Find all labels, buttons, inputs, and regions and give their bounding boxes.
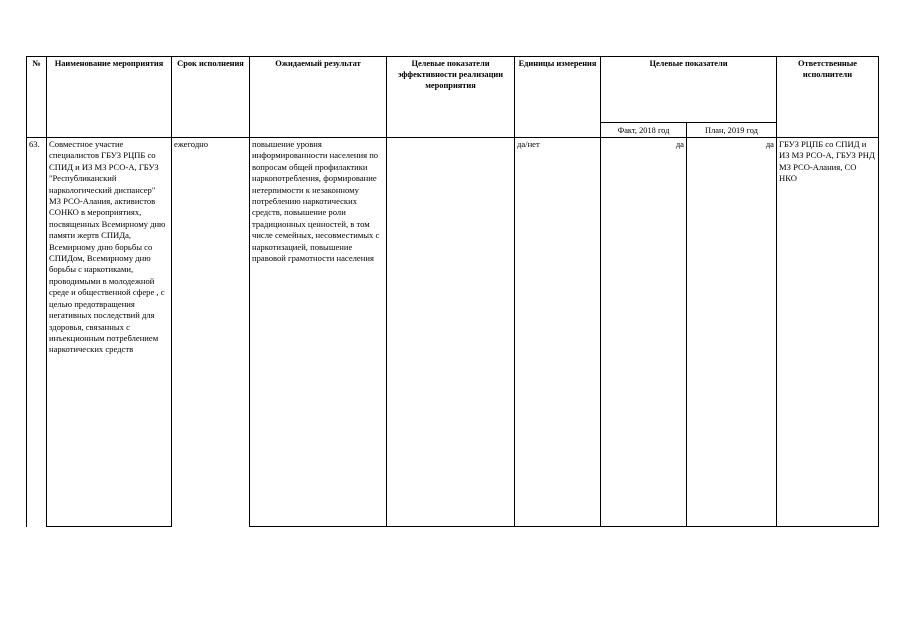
- cell-fact-2018: да: [601, 138, 687, 527]
- header-term: Срок исполнения: [172, 57, 250, 138]
- header-target-indicators-effectiveness: Целевые показатели эффективности реализации мероприятия: [387, 57, 515, 138]
- header-result: Ожидаемый результат: [250, 57, 387, 138]
- document-page: [26, 56, 879, 527]
- cell-result: повышение уровня информированности населения по вопросам общей профилактики наркопотребления, формирование нетерпимости к незаконному потреблению наркотических средств, повышение роли традиционных ценностей, в том числе семейных, несовместимых с наркотизацией, повышение правовой грамотности населения: [250, 138, 387, 527]
- header-name: Наименование мероприятия: [47, 57, 172, 138]
- header-fact-2018: Факт, 2018 год: [601, 123, 687, 138]
- cell-term: ежегодно: [172, 138, 250, 527]
- header-target-indicators: Целевые показатели: [601, 57, 777, 123]
- header-units: Единицы измерения: [515, 57, 601, 138]
- cell-responsible: ГБУЗ РЦПБ со СПИД и ИЗ МЗ РСО-А, ГБУЗ РНД МЗ РСО-Алания, СО НКО: [777, 138, 879, 527]
- header-plan-2019: План, 2019 год: [687, 123, 777, 138]
- cell-num: 63.: [27, 138, 47, 527]
- cell-name: Совместное участие специалистов ГБУЗ РЦПБ со СПИД и ИЗ МЗ РСО-А, ГБУЗ "Республиканский наркологический диспансер" МЗ РСО-Алания, активистов СОНКО в мероприятиях, посвященных Всемирному дню памяти жертв СПИДа, Всемирному дню борьбы со СПИДом, Всемирному дню борьбы с наркотиками, проводимыми в молодежной среде и общественной сфере , с целью предотвращения негативных последствий для здоровья, связанных с инъекционным потреблением наркотических средств: [47, 138, 172, 527]
- table-header-row: [27, 57, 879, 123]
- table-row: [27, 138, 879, 527]
- cell-units: да/нет: [515, 138, 601, 527]
- cell-indicator: [387, 138, 515, 527]
- cell-plan-2019: да: [687, 138, 777, 527]
- activities-table: [26, 56, 879, 527]
- header-responsible: Ответственные исполнители: [777, 57, 879, 138]
- header-num: №: [27, 57, 47, 138]
